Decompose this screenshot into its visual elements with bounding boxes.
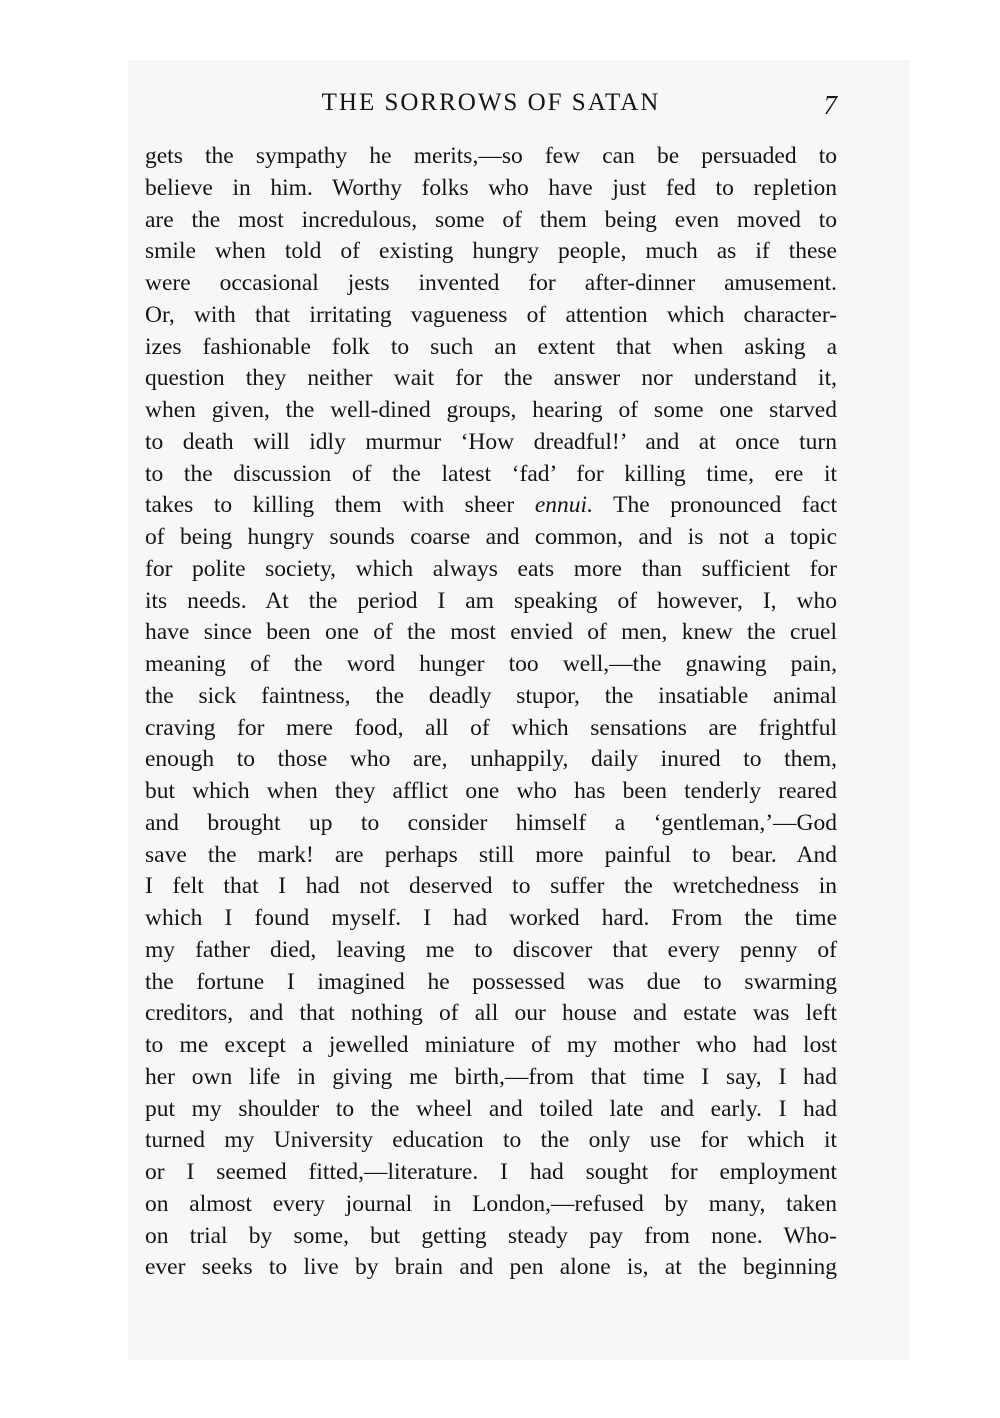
text-line: the fortune I imagined he possessed was due to swarming — [145, 968, 837, 995]
text-line: my father died, leaving me to discover that every penny of — [145, 936, 837, 963]
text-line: craving for mere food, all of which sensations are frightful — [145, 714, 837, 741]
text-line: meaning of the word hunger too well,—the gnawing pain, — [145, 651, 837, 677]
italic-word: ennui. — [534, 492, 593, 519]
text-line: but which when they afflict one who has been tenderly reared — [145, 778, 837, 804]
text-line: I felt that I had not deserved to suffer the wretchedness in — [145, 873, 837, 900]
running-header — [145, 86, 837, 120]
text-line: or I seemed fitted,—literature. I had sought for employment — [145, 1159, 837, 1185]
text-line: gets the sympathy he merits,—so few can be persuaded to — [145, 143, 837, 169]
running-title: THE SORROWS OF SATAN — [321, 89, 661, 116]
text-line: the sick faintness, the deadly stupor, the insatiable animal — [145, 682, 837, 709]
text-line: question they neither wait for the answer nor understand it, — [145, 365, 837, 392]
text-line-with-italic — [145, 490, 837, 522]
text-line: have since been one of the most envied of men, knew the cruel — [145, 619, 837, 646]
text-line: for polite society, which always eats more than sufficient for — [145, 555, 837, 582]
text-line: turned my University education to the only use for which it — [145, 1127, 837, 1154]
text-line: are the most incredulous, some of them being even moved to — [145, 206, 837, 233]
text-line: to death will idly murmur ‘How dreadful!’ and at once turn — [145, 428, 837, 455]
text-line: enough to those who are, unhappily, daily inured to them, — [145, 746, 837, 773]
text-segment: takes to killing them with sheer — [145, 492, 515, 519]
text-line: put my shoulder to the wheel and toiled late and early. I had — [145, 1095, 837, 1122]
text-line: creditors, and that nothing of all our house and estate was left — [145, 1000, 837, 1027]
text-line: and brought up to consider himself a ‘gentleman,’—God — [145, 809, 837, 836]
text-line: of being hungry sounds coarse and common, and is not a topic — [145, 524, 837, 550]
text-line: which I found myself. I had worked hard. From the time — [145, 905, 837, 931]
text-segment: The pronounced fact — [613, 492, 838, 519]
body-text — [145, 141, 837, 1284]
text-line: smile when told of existing hungry people, much as if these — [145, 238, 837, 265]
text-line: to me except a jewelled miniature of my mother who had lost — [145, 1032, 837, 1058]
text-line: her own life in giving me birth,—from that time I say, I had — [145, 1063, 837, 1090]
text-line: believe in him. Worthy folks who have just fed to repletion — [145, 174, 837, 201]
text-line: were occasional jests invented for after-dinner amusement. — [145, 270, 837, 296]
text-line: on trial by some, but getting steady pay from none. Who- — [145, 1222, 837, 1249]
text-line: to the discussion of the latest ‘fad’ for killing time, ere it — [145, 460, 837, 487]
page-number: 7 — [823, 90, 837, 120]
text-line: when given, the well-dined groups, hearing of some one starved — [145, 397, 837, 423]
text-line: ever seeks to live by brain and pen alone is, at the beginning — [145, 1254, 837, 1281]
text-line: its needs. At the period I am speaking of however, I, who — [145, 587, 837, 614]
text-line: izes fashionable folk to such an extent that when asking a — [145, 333, 837, 360]
text-line: on almost every journal in London,—refused by many, taken — [145, 1190, 837, 1217]
text-line: Or, with that irritating vagueness of attention which character- — [145, 301, 837, 328]
text-line: save the mark! are perhaps still more painful to bear. And — [145, 841, 837, 868]
